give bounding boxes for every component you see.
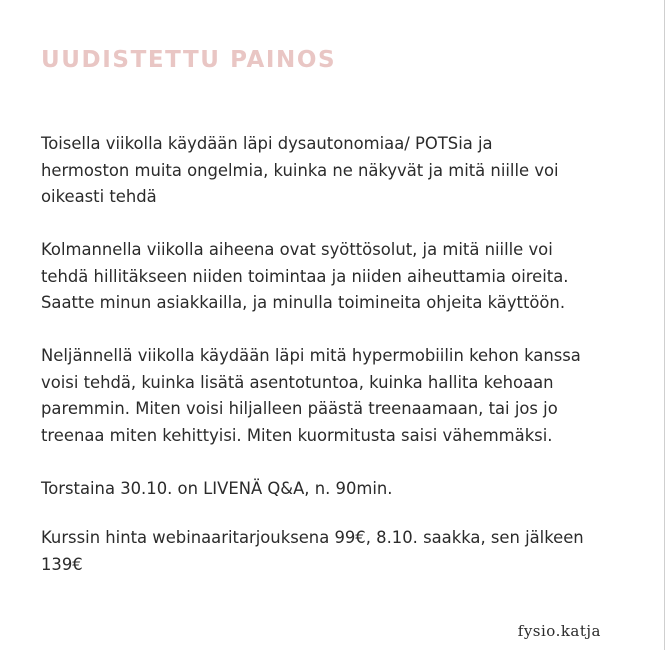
paragraph-week-2 bbox=[41, 131, 661, 211]
paragraph-line: Neljännellä viikolla käydään läpi mitä hypermobiilin kehon kanssa bbox=[41, 346, 581, 365]
paragraph-line: Torstaina 30.10. on LIVENÄ Q&A, n. 90min. bbox=[41, 478, 393, 498]
paragraph-line: hermoston muita ongelmia, kuinka ne näkyvät ja mitä niille voi bbox=[41, 160, 559, 180]
paragraph-line: paremmin. Miten voisi hiljalleen päästä treenaamaan, tai jos jo bbox=[41, 399, 558, 418]
paragraph-line: voisi tehdä, kuinka lisätä asentotuntoa, kuinka hallita kehoaan bbox=[41, 372, 554, 392]
article-body bbox=[41, 131, 661, 605]
author-signature: fysio.katja bbox=[517, 622, 601, 640]
paragraph-line: tehdä hillitäkseen niiden toimintaa ja niiden aiheuttamia oireita. bbox=[41, 266, 569, 286]
paragraph-line: 139€ bbox=[41, 554, 83, 574]
paragraph-week-3 bbox=[41, 237, 661, 317]
paragraph-line: Saatte minun asiakkailla, ja minulla toimineita ohjeita käyttöön. bbox=[41, 293, 566, 312]
paragraph-line: Kurssin hinta webinaaritarjouksena 99€, 8.10. saakka, sen jälkeen bbox=[41, 528, 584, 547]
paragraph-line: Kolmannella viikolla aiheena ovat syöttösolut, ja mitä niille voi bbox=[41, 240, 553, 259]
paragraph-line: treenaa miten kehittyisi. Miten kuormitusta saisi vähemmäksi. bbox=[41, 425, 553, 445]
paragraph-week-4 bbox=[41, 343, 661, 449]
page-title: UUDISTETTU PAINOS bbox=[41, 47, 337, 73]
paragraph-line: Toisella viikolla käydään läpi dysautonomiaa/ POTSia ja bbox=[41, 134, 493, 153]
paragraph-price bbox=[41, 525, 661, 578]
paragraph-live-qa bbox=[41, 476, 661, 503]
page-edge-divider bbox=[664, 0, 665, 650]
paragraph-line: oikeasti tehdä bbox=[41, 187, 157, 206]
